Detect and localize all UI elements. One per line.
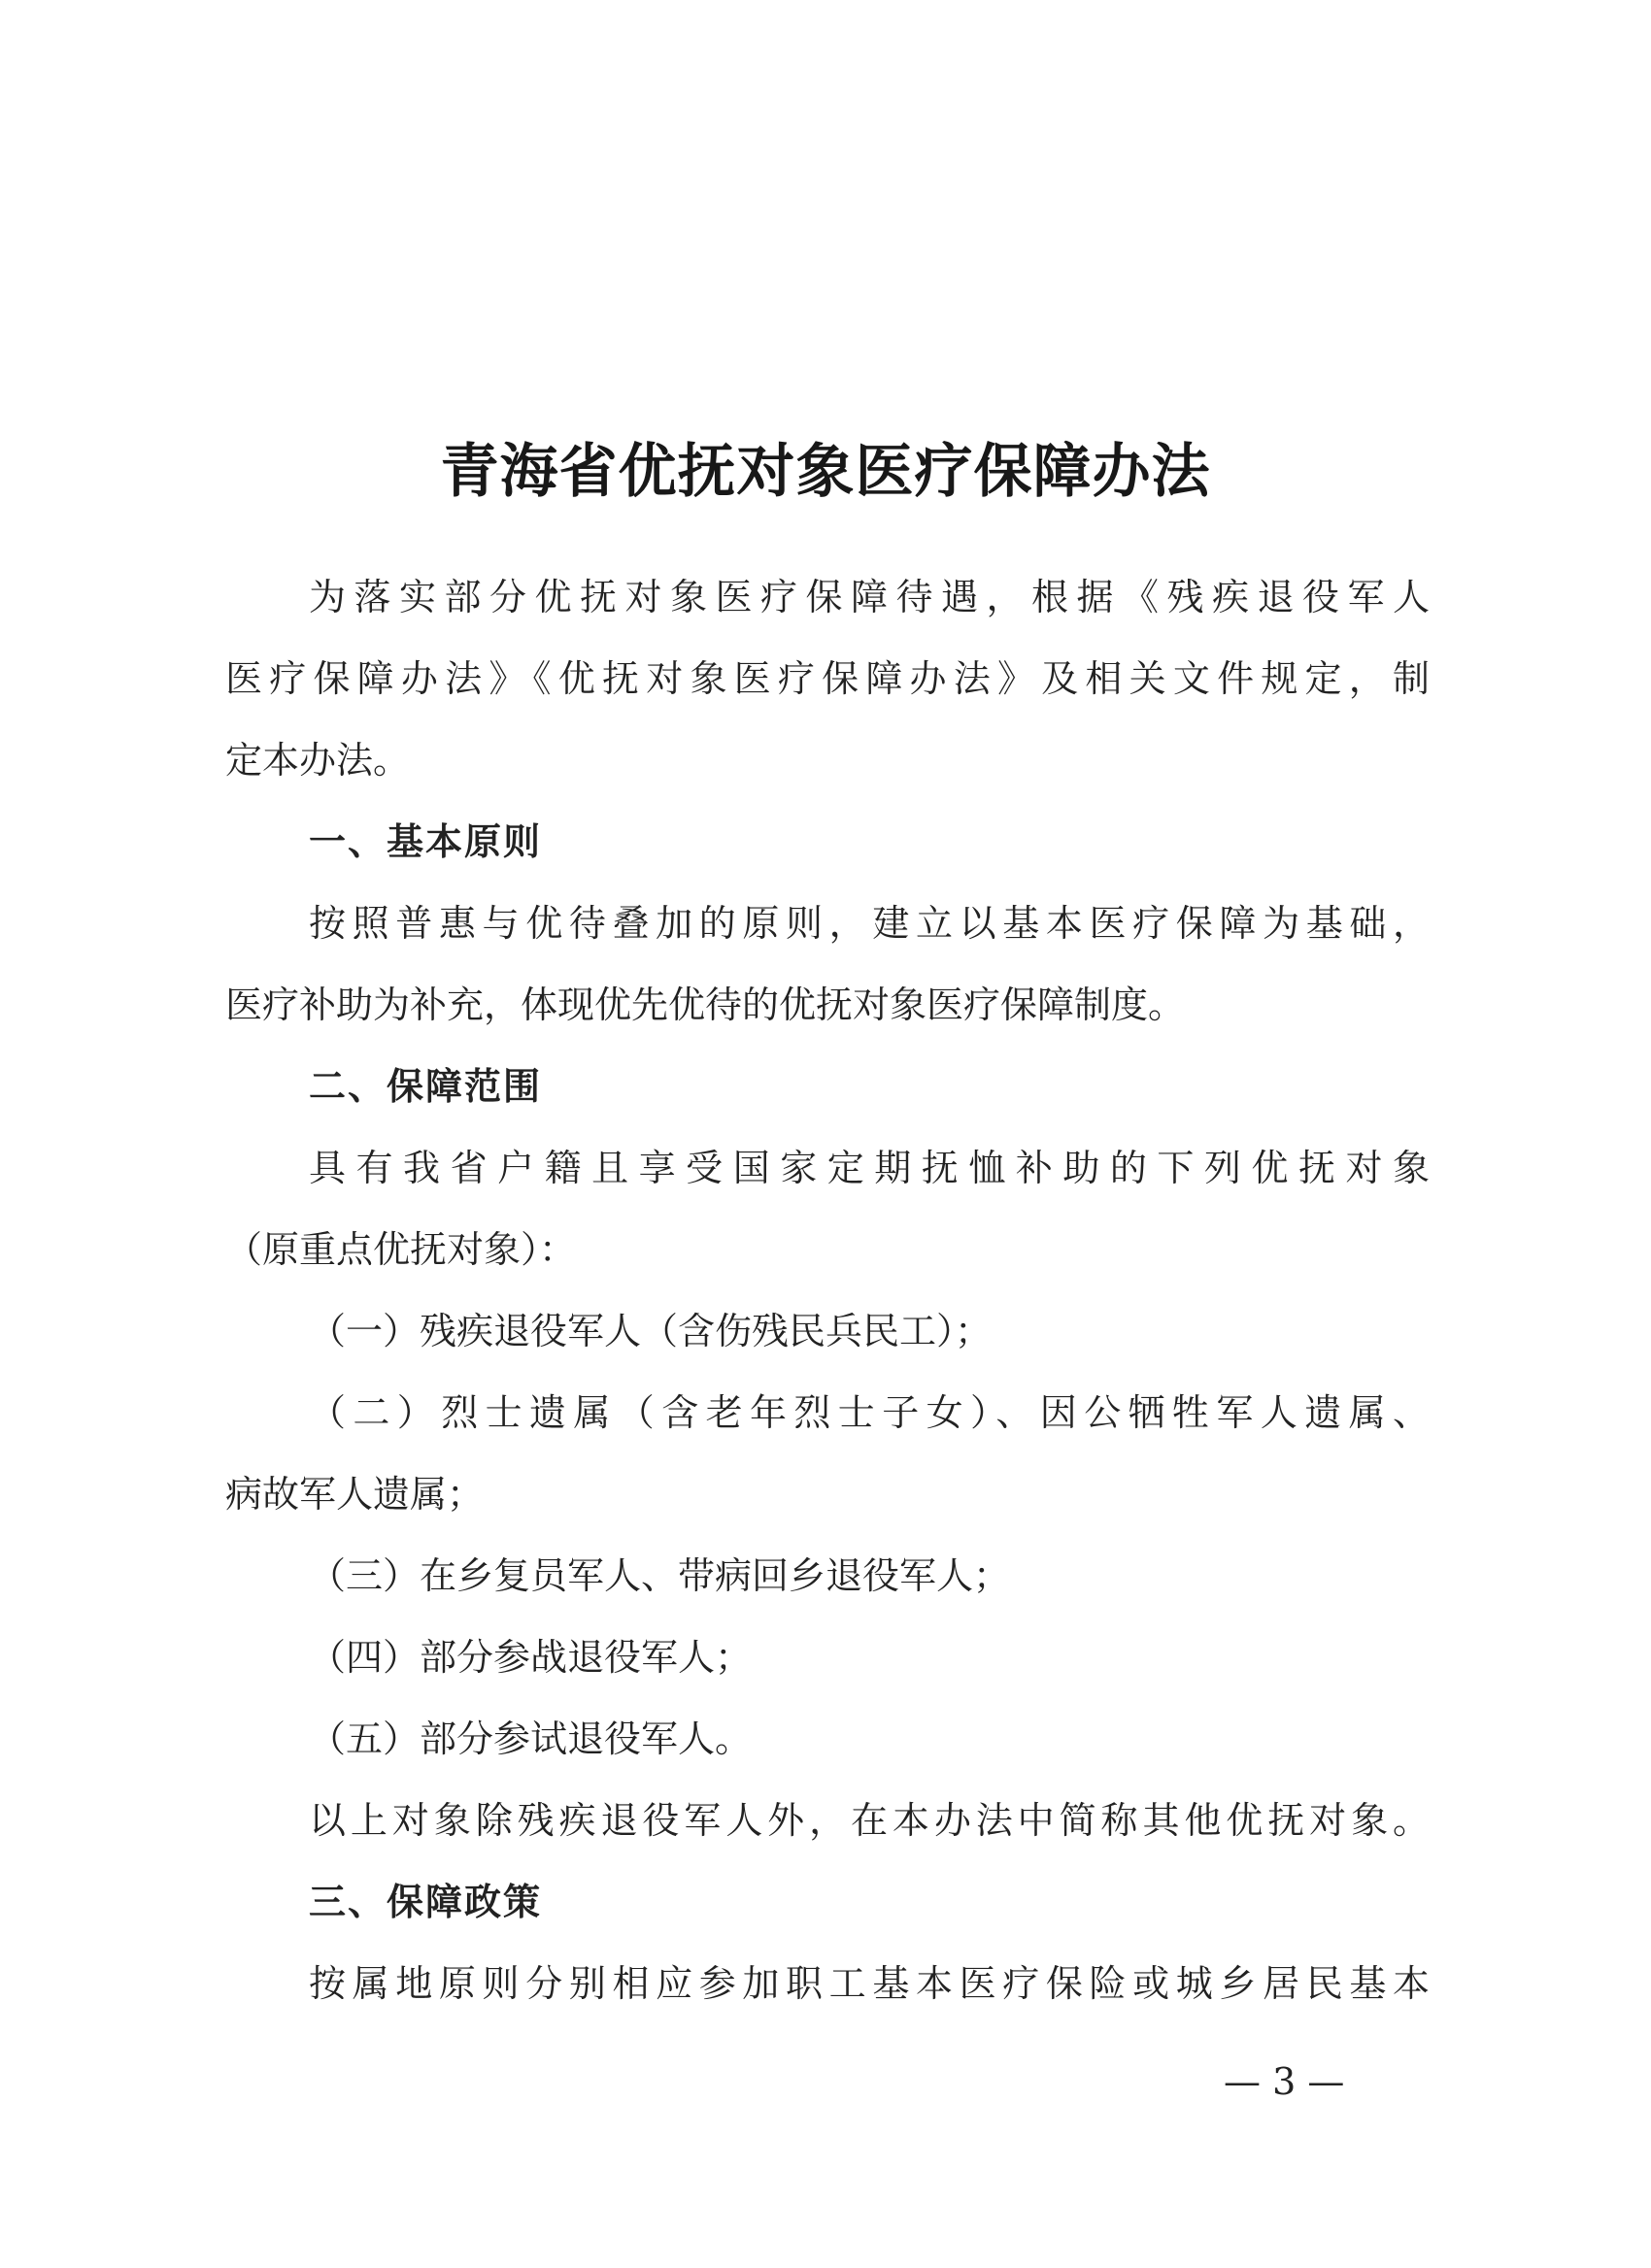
intro-line-2: 医疗保障办法》《优抚对象医疗保障办法》及相关文件规定，制 — [225, 657, 1430, 700]
policy-line-1: 按属地原则分别相应参加职工基本医疗保险或城乡居民基本 — [309, 1962, 1430, 2005]
scope-closing: 以上对象除残疾退役军人外，在本办法中简称其他优抚对象。 — [309, 1799, 1430, 1842]
scope-line-1: 具有我省户籍且享受国家定期抚恤补助的下列优抚对象 — [309, 1147, 1430, 1189]
scope-item-1: （一）残疾退役军人（含伤残民兵民工）； — [309, 1310, 993, 1352]
scope-item-4: （四）部分参战退役军人； — [309, 1636, 753, 1679]
scope-item-3: （三）在乡复员军人、带病回乡退役军人； — [309, 1554, 1011, 1597]
scope-item-5: （五）部分参试退役军人。 — [309, 1718, 753, 1760]
scope-item-2-line-1: （二）烈士遗属（含老年烈士子女）、因公牺牲军人遗属、 — [309, 1391, 1430, 1434]
section-heading-principles: 一、基本原则 — [309, 820, 543, 863]
scope-line-2: （原重点优抚对象）： — [225, 1228, 577, 1271]
intro-line-1: 为落实部分优抚对象医疗保障待遇，根据《残疾退役军人 — [309, 576, 1430, 618]
intro-line-3: 定本办法。 — [225, 739, 411, 782]
section-heading-scope: 二、保障范围 — [309, 1065, 543, 1108]
section-heading-policy: 三、保障政策 — [309, 1881, 543, 1923]
principles-line-2: 医疗补助为补充，体现优先优待的优抚对象医疗保障制度。 — [225, 984, 1186, 1026]
scope-item-2-line-2: 病故军人遗属； — [225, 1473, 485, 1516]
page-title: 青海省优抚对象医疗保障办法 — [440, 438, 1211, 506]
principles-line-1: 按照普惠与优待叠加的原则，建立以基本医疗保障为基础， — [309, 902, 1430, 945]
page-number: — 3 — — [1224, 2060, 1345, 2103]
